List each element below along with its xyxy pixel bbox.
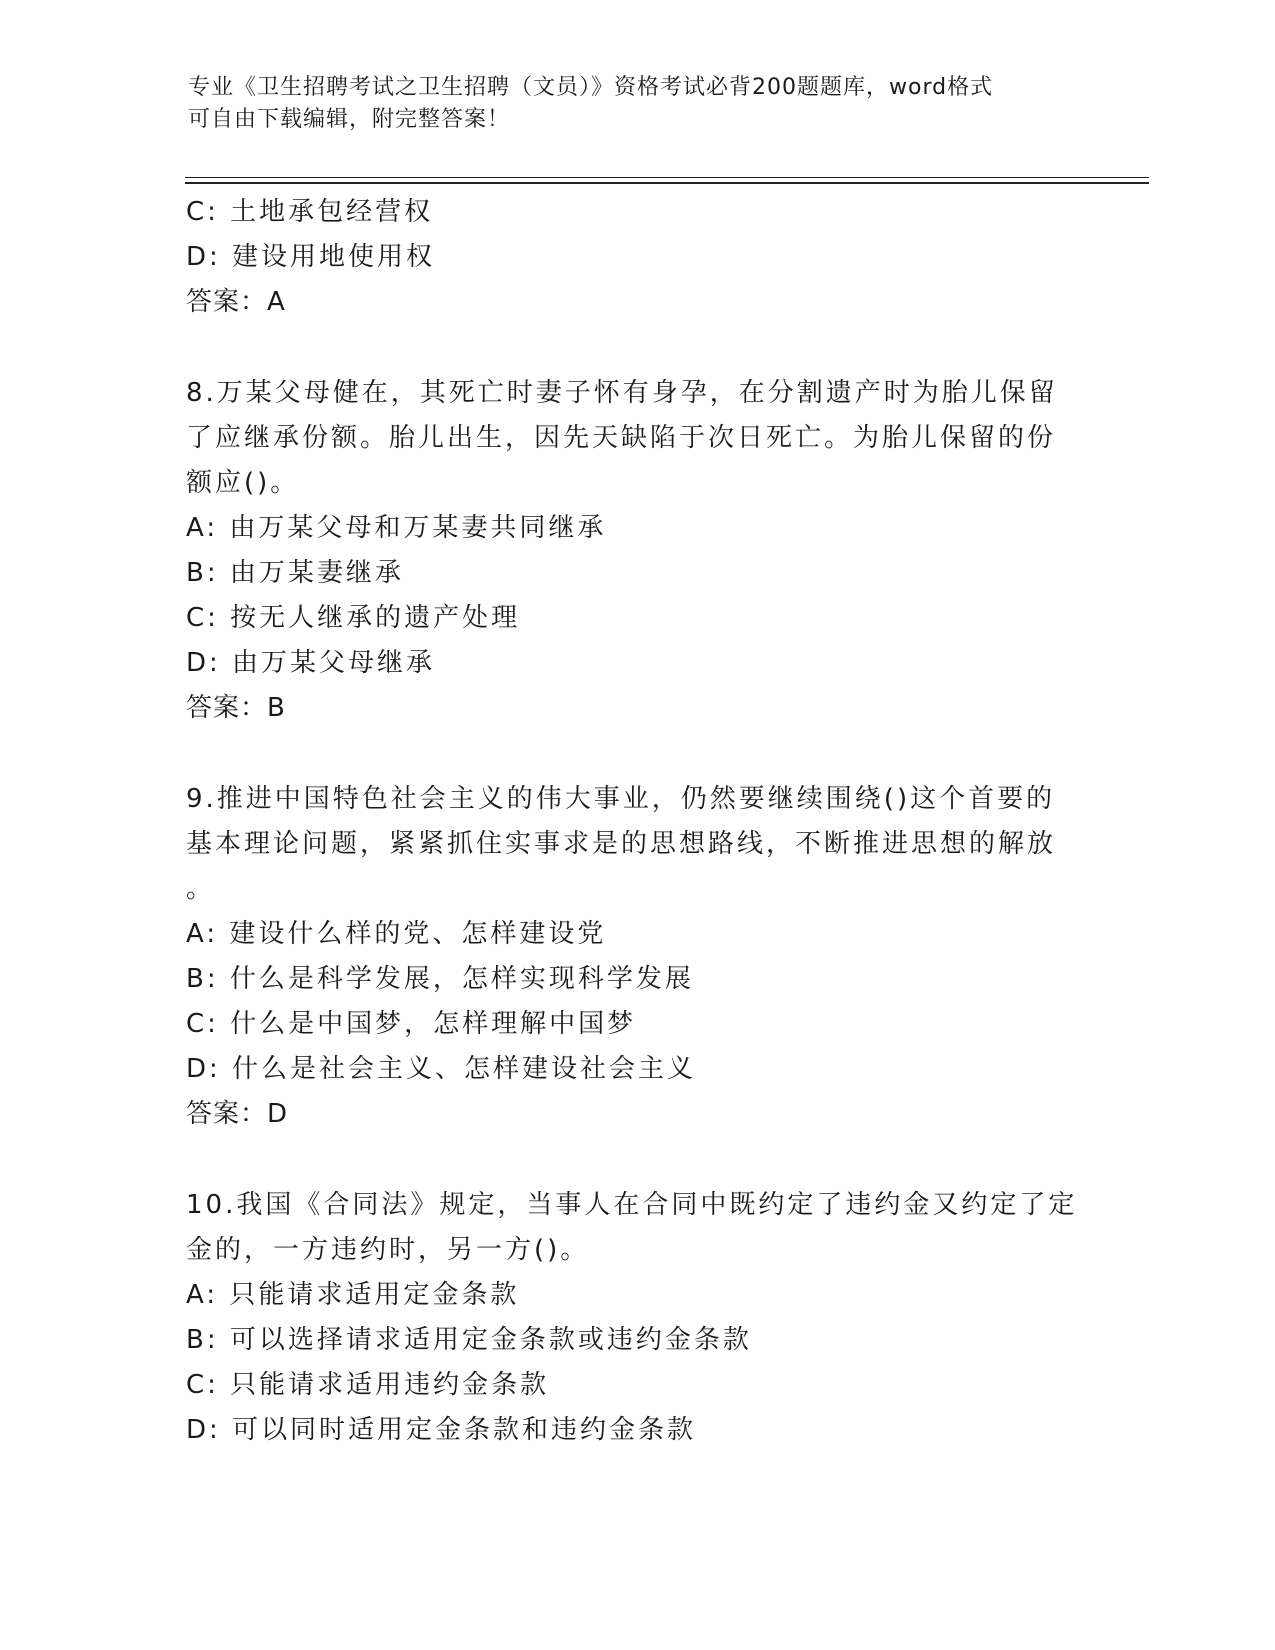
question-8	[186, 371, 1086, 731]
q9-answer: 答案：D	[186, 1099, 289, 1129]
q8-answer: 答案：B	[186, 693, 286, 723]
q8-option-a: A: 由万某父母和万某妻共同继承	[186, 513, 607, 543]
q8-option-c: C: 按无人继承的遗产处理	[186, 603, 521, 633]
header-line-2: 可自由下载编辑，附完整答案！	[188, 107, 511, 132]
question-10	[186, 1183, 1086, 1453]
q7-answer: 答案：A	[186, 287, 286, 317]
q10-option-a: A: 只能请求适用定金条款	[186, 1280, 520, 1310]
question-list	[186, 190, 1086, 1453]
q8-option-d: D: 由万某父母继承	[186, 648, 436, 678]
spacer	[186, 731, 1086, 777]
q9-option-a: A: 建设什么样的党、怎样建设党	[186, 919, 607, 949]
q10-stem-line-2: 金的，一方违约时，另一方()。	[186, 1235, 590, 1265]
page-header	[188, 72, 1088, 136]
q9-option-b: B: 什么是科学发展，怎样实现科学发展	[186, 964, 694, 994]
question-7	[186, 190, 1086, 325]
question-9	[186, 777, 1086, 1137]
q10-option-b: B: 可以选择请求适用定金条款或违约金条款	[186, 1325, 752, 1355]
spacer	[186, 1137, 1086, 1183]
header-rule-thin	[185, 177, 1149, 178]
q8-stem-line-1: 8.万某父母健在，其死亡时妻子怀有身孕，在分割遗产时为胎儿保留	[186, 378, 1058, 408]
q7-option-d: D: 建设用地使用权	[186, 242, 436, 272]
q9-stem-line-1: 9.推进中国特色社会主义的伟大事业，仍然要继续围绕()这个首要的	[186, 784, 1056, 814]
q8-option-b: B: 由万某妻继承	[186, 558, 404, 588]
q9-option-c: C: 什么是中国梦，怎样理解中国梦	[186, 1009, 637, 1039]
q9-stem-line-3: 。	[186, 874, 216, 904]
header-rule-thick	[185, 182, 1149, 184]
q10-option-d: D: 可以同时适用定金条款和违约金条款	[186, 1415, 697, 1445]
q9-stem-line-2: 基本理论问题，紧紧抓住实事求是的思想路线，不断推进思想的解放	[186, 829, 1057, 859]
header-line-1: 专业《卫生招聘考试之卫生招聘（文员）》资格考试必背200题题库，word格式	[188, 75, 994, 100]
spacer	[186, 325, 1086, 371]
q10-stem-line-1: 10.我国《合同法》规定，当事人在合同中既约定了违约金又约定了定	[186, 1190, 1078, 1220]
q10-option-c: C: 只能请求适用违约金条款	[186, 1370, 550, 1400]
q7-option-c: C: 土地承包经营权	[186, 197, 434, 227]
q8-stem-line-2: 了应继承份额。胎儿出生，因先天缺陷于次日死亡。为胎儿保留的份	[186, 423, 1057, 453]
q9-option-d: D: 什么是社会主义、怎样建设社会主义	[186, 1054, 697, 1084]
q8-stem-line-3: 额应()。	[186, 468, 300, 498]
